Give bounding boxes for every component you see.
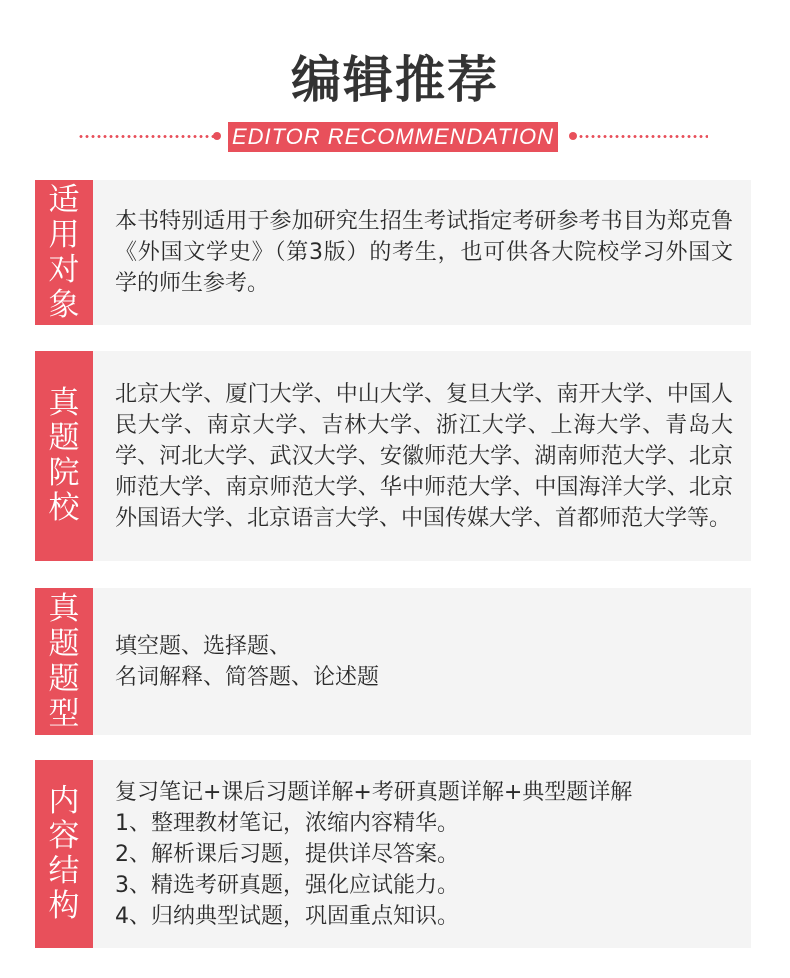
section-content-structure	[35, 760, 751, 948]
section-target-audience	[35, 180, 751, 325]
section-content	[115, 588, 733, 735]
label-char: 象	[48, 286, 80, 323]
label-char: 真	[48, 590, 80, 627]
page-title: 编辑推荐	[291, 51, 499, 109]
section-text: 北京大学、厦门大学、中山大学、复旦大学、南开大学、中国人民大学、南京大学、吉林大学、浙江大学、上海大学、青岛大学、河北大学、武汉大学、安徽师范大学、湖南师范大学、北京师范大学、南京师范大学、华中师范大学、中国海洋大学、北京外国语大学、北京语言大学、中国传媒大学、首都师范大学等。	[115, 381, 733, 531]
text-line: 填空题、选择题、	[115, 633, 292, 659]
dotted-line-left	[78, 135, 214, 138]
dot-end-left	[213, 132, 221, 140]
section-content	[115, 180, 733, 325]
section-text	[115, 777, 632, 932]
text-line: 4、归纳典型试题，巩固重点知识。	[115, 903, 459, 929]
section-label	[35, 588, 93, 735]
section-question-types	[35, 588, 751, 735]
label-char: 适	[48, 181, 80, 218]
text-line: 3、精选考研真题，强化应试能力。	[115, 872, 459, 898]
subtitle-row	[0, 122, 790, 152]
section-content	[115, 351, 733, 561]
section-content	[115, 760, 733, 948]
label-char: 用	[48, 216, 80, 253]
section-exam-universities	[35, 351, 751, 561]
label-char: 型	[48, 695, 80, 732]
label-char: 真	[48, 385, 80, 421]
label-char: 题	[48, 660, 80, 697]
section-label	[35, 351, 93, 561]
section-text	[115, 631, 379, 693]
label-char: 题	[48, 420, 80, 456]
text-line: 名词解释、简答题、论述题	[115, 664, 380, 690]
label-char: 题	[48, 625, 80, 662]
label-char: 对	[48, 251, 80, 288]
text-line: 复习笔记+课后习题详解+考研真题详解+典型题详解	[115, 779, 633, 805]
text-line: 2、解析课后习题，提供详尽答案。	[115, 841, 459, 867]
section-label	[35, 760, 93, 948]
label-char: 校	[48, 490, 80, 526]
section-label	[35, 180, 93, 325]
label-char: 容	[48, 818, 80, 854]
label-char: 构	[48, 888, 80, 924]
label-char: 院	[48, 455, 80, 491]
dotted-line-right	[572, 135, 708, 138]
label-char: 结	[48, 853, 80, 889]
text-line: 1、整理教材笔记，浓缩内容精华。	[115, 810, 459, 836]
subtitle-badge: EDITOR RECOMMENDATION	[228, 122, 558, 152]
section-text: 本书特别适用于参加研究生招生考试指定考研参考书目为郑克鲁《外国文学史》（第3版）的考生，也可供各大院校学习外国文学的师生参考。	[115, 209, 733, 296]
label-char: 内	[48, 783, 80, 819]
